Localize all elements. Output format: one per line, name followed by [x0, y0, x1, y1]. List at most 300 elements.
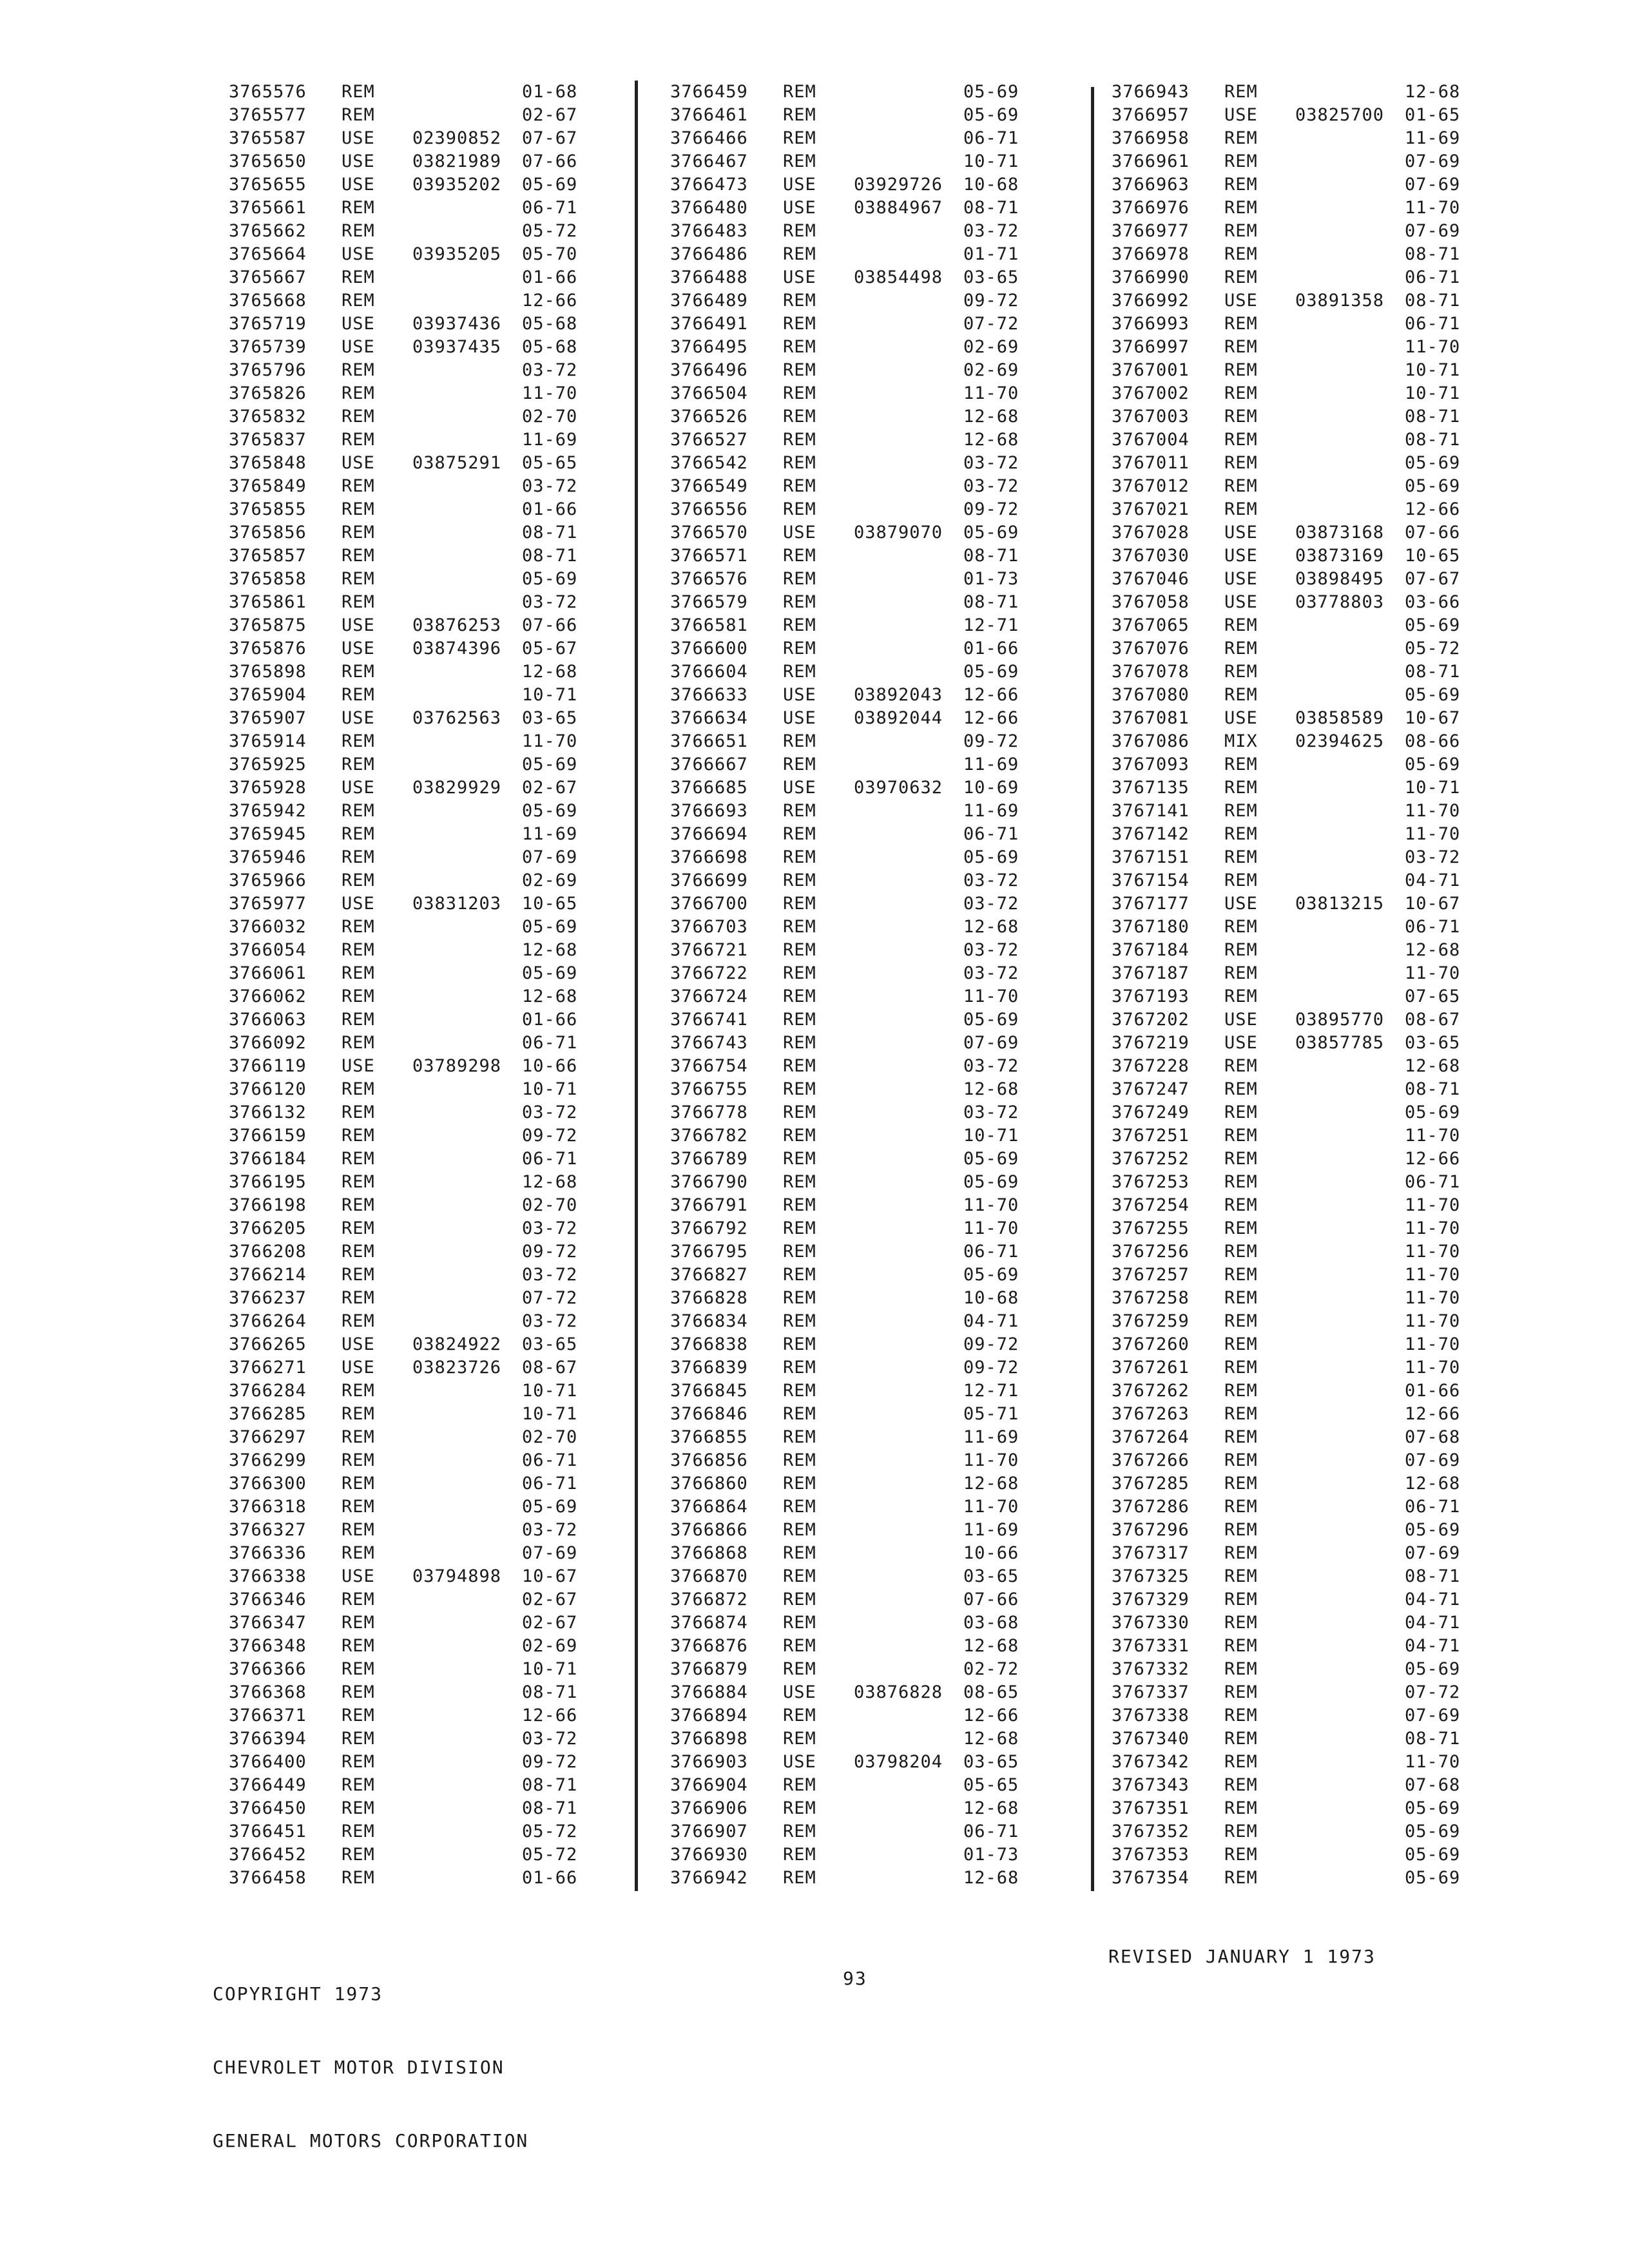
part-number: 3766741	[670, 1010, 748, 1030]
date-code: 05-65	[963, 1775, 1019, 1795]
date-code: 11-70	[1405, 801, 1461, 821]
date-code: 12-68	[963, 1868, 1019, 1888]
part-number: 3765856	[229, 523, 307, 543]
status-code: REM	[783, 1566, 816, 1586]
date-code: 06-71	[963, 1821, 1019, 1841]
status-code: REM	[1224, 1149, 1258, 1169]
part-number: 3766571	[670, 546, 748, 566]
date-code: 02-67	[522, 778, 578, 798]
date-code: 05-69	[963, 1149, 1019, 1169]
date-code: 08-71	[1405, 662, 1461, 682]
date-code: 07-67	[522, 128, 578, 148]
status-code: REM	[342, 1868, 375, 1888]
part-number: 3767180	[1112, 917, 1190, 937]
part-number: 3766633	[670, 685, 748, 705]
status-code: REM	[342, 754, 375, 774]
status-code: REM	[1224, 1218, 1258, 1238]
status-code: REM	[1224, 430, 1258, 450]
status-code: REM	[1224, 1868, 1258, 1888]
date-code: 05-69	[1405, 1102, 1461, 1122]
status-code: REM	[342, 430, 375, 450]
date-code: 09-72	[963, 731, 1019, 751]
date-code: 03-72	[963, 221, 1019, 241]
part-number: 3766527	[670, 430, 748, 450]
status-code: REM	[342, 1265, 375, 1285]
status-code: USE	[342, 337, 375, 357]
part-number: 3765796	[229, 360, 307, 380]
status-code: REM	[342, 1775, 375, 1795]
status-code: USE	[1224, 523, 1258, 543]
date-code: 05-72	[522, 1821, 578, 1841]
date-code: 03-72	[522, 1265, 578, 1285]
part-number: 3766993	[1112, 314, 1190, 334]
date-code: 07-69	[522, 847, 578, 867]
status-code: REM	[342, 1010, 375, 1030]
replacement-part: 03935205	[412, 244, 502, 264]
date-code: 02-67	[522, 1613, 578, 1633]
status-code: REM	[342, 824, 375, 844]
status-code: REM	[342, 267, 375, 287]
date-code: 06-71	[522, 1450, 578, 1470]
date-code: 03-72	[522, 1102, 578, 1122]
status-code: REM	[783, 151, 816, 171]
status-code: USE	[1224, 1033, 1258, 1053]
date-code: 05-69	[963, 1010, 1019, 1030]
status-code: REM	[783, 1821, 816, 1841]
part-number: 3766184	[229, 1149, 307, 1169]
status-code: REM	[342, 1404, 375, 1424]
date-code: 06-71	[522, 1149, 578, 1169]
status-code: USE	[783, 1752, 816, 1772]
date-code: 10-65	[1405, 546, 1461, 566]
part-number: 3766459	[670, 82, 748, 102]
date-code: 10-66	[522, 1056, 578, 1076]
status-code: REM	[342, 1126, 375, 1146]
part-number: 3766721	[670, 940, 748, 960]
part-number: 3766667	[670, 754, 748, 774]
part-number: 3766205	[229, 1218, 307, 1238]
part-number: 3765907	[229, 708, 307, 728]
date-code: 12-66	[1405, 1404, 1461, 1424]
status-code: REM	[783, 731, 816, 751]
date-code: 11-70	[1405, 1218, 1461, 1238]
date-code: 05-69	[1405, 685, 1461, 705]
status-code: REM	[342, 198, 375, 218]
part-number: 3766700	[670, 894, 748, 914]
part-number: 3766868	[670, 1543, 748, 1563]
status-code: REM	[1224, 1520, 1258, 1540]
part-number: 3766699	[670, 870, 748, 890]
part-number: 3767184	[1112, 940, 1190, 960]
replacement-part: 03895770	[1295, 1010, 1385, 1030]
part-number: 3767325	[1112, 1566, 1190, 1586]
status-code: REM	[783, 1010, 816, 1030]
copyright-block	[213, 1933, 528, 2178]
status-code: USE	[342, 128, 375, 148]
status-code: REM	[1224, 1404, 1258, 1424]
part-number: 3767002	[1112, 383, 1190, 403]
status-code: REM	[1224, 1636, 1258, 1656]
status-code: REM	[1224, 1358, 1258, 1378]
part-number: 3766903	[670, 1752, 748, 1772]
status-code: REM	[1224, 662, 1258, 682]
replacement-part: 03831203	[412, 894, 502, 914]
status-code: REM	[783, 453, 816, 473]
part-number: 3765858	[229, 569, 307, 589]
date-code: 03-72	[963, 963, 1019, 983]
date-code: 05-69	[522, 917, 578, 937]
part-number: 3766265	[229, 1334, 307, 1354]
date-code: 02-70	[522, 1195, 578, 1215]
date-code: 11-70	[1405, 1265, 1461, 1285]
status-code: USE	[783, 267, 816, 287]
date-code: 09-72	[522, 1242, 578, 1262]
date-code: 10-71	[963, 1126, 1019, 1146]
status-code: REM	[783, 963, 816, 983]
status-code: REM	[1224, 1752, 1258, 1772]
part-number: 3766879	[670, 1659, 748, 1679]
date-code: 03-72	[522, 1218, 578, 1238]
status-code: REM	[1224, 499, 1258, 519]
part-number: 3767081	[1112, 708, 1190, 728]
date-code: 01-66	[522, 267, 578, 287]
part-number: 3767254	[1112, 1195, 1190, 1215]
status-code: REM	[783, 221, 816, 241]
part-number: 3765942	[229, 801, 307, 821]
part-number: 3766576	[670, 569, 748, 589]
part-number: 3765662	[229, 221, 307, 241]
date-code: 01-66	[522, 499, 578, 519]
date-code: 07-65	[1405, 986, 1461, 1006]
status-code: REM	[1224, 267, 1258, 287]
part-number: 3766491	[670, 314, 748, 334]
part-number: 3765668	[229, 291, 307, 311]
date-code: 03-72	[522, 1520, 578, 1540]
date-code: 05-69	[522, 754, 578, 774]
date-code: 10-71	[522, 1079, 578, 1099]
date-code: 02-69	[522, 870, 578, 890]
part-number: 3766990	[1112, 267, 1190, 287]
date-code: 03-72	[522, 1311, 578, 1331]
status-code: REM	[783, 1798, 816, 1818]
status-code: USE	[342, 314, 375, 334]
status-code: REM	[783, 291, 816, 311]
date-code: 05-69	[522, 1497, 578, 1517]
part-number: 3767337	[1112, 1682, 1190, 1702]
date-code: 01-71	[963, 244, 1019, 264]
status-code: REM	[342, 1450, 375, 1470]
part-number: 3766792	[670, 1218, 748, 1238]
status-code: REM	[342, 383, 375, 403]
date-code: 11-69	[522, 430, 578, 450]
part-number: 3767003	[1112, 407, 1190, 427]
date-code: 05-69	[963, 1172, 1019, 1192]
status-code: REM	[1224, 754, 1258, 774]
date-code: 11-70	[522, 731, 578, 751]
part-number: 3766348	[229, 1636, 307, 1656]
status-code: REM	[783, 407, 816, 427]
part-number: 3766978	[1112, 244, 1190, 264]
part-number: 3766651	[670, 731, 748, 751]
status-code: REM	[342, 1613, 375, 1633]
status-code: REM	[1224, 963, 1258, 983]
replacement-part: 03824922	[412, 1334, 502, 1354]
status-code: USE	[342, 453, 375, 473]
part-number: 3766570	[670, 523, 748, 543]
date-code: 05-69	[522, 963, 578, 983]
part-number: 3767078	[1112, 662, 1190, 682]
date-code: 09-72	[522, 1126, 578, 1146]
status-code: REM	[1224, 453, 1258, 473]
status-code: USE	[342, 778, 375, 798]
date-code: 08-71	[522, 1775, 578, 1795]
status-code: REM	[783, 430, 816, 450]
part-number: 3767154	[1112, 870, 1190, 890]
status-code: REM	[1224, 244, 1258, 264]
date-code: 06-71	[522, 198, 578, 218]
date-code: 07-66	[1405, 523, 1461, 543]
status-code: REM	[783, 314, 816, 334]
replacement-part: 03825700	[1295, 105, 1385, 125]
part-number: 3767261	[1112, 1358, 1190, 1378]
date-code: 10-71	[522, 1381, 578, 1401]
status-code: REM	[783, 615, 816, 635]
part-number: 3766957	[1112, 105, 1190, 125]
date-code: 05-72	[522, 221, 578, 241]
status-code: REM	[1224, 1474, 1258, 1494]
status-code: REM	[783, 1381, 816, 1401]
part-number: 3766860	[670, 1474, 748, 1494]
date-code: 09-72	[963, 1358, 1019, 1378]
part-number: 3767177	[1112, 894, 1190, 914]
part-number: 3767352	[1112, 1821, 1190, 1841]
status-code: REM	[342, 569, 375, 589]
replacement-part: 03854498	[854, 267, 943, 287]
replacement-part: 03873169	[1295, 546, 1385, 566]
part-number: 3766789	[670, 1149, 748, 1169]
date-code: 05-69	[1405, 476, 1461, 496]
date-code: 02-70	[522, 1427, 578, 1447]
date-code: 10-71	[522, 685, 578, 705]
part-number: 3767252	[1112, 1149, 1190, 1169]
copyright-line: COPYRIGHT 1973	[213, 1983, 383, 2004]
date-code: 11-70	[1405, 1752, 1461, 1772]
part-number: 3767058	[1112, 592, 1190, 612]
date-code: 07-69	[1405, 151, 1461, 171]
part-number: 3766526	[670, 407, 748, 427]
replacement-part: 03937436	[412, 314, 502, 334]
status-code: REM	[342, 499, 375, 519]
status-code: REM	[342, 1149, 375, 1169]
date-code: 04-71	[1405, 870, 1461, 890]
part-number: 3766698	[670, 847, 748, 867]
part-number: 3766581	[670, 615, 748, 635]
part-number: 3767263	[1112, 1404, 1190, 1424]
status-code: REM	[1224, 360, 1258, 380]
part-number: 3766884	[670, 1682, 748, 1702]
date-code: 08-71	[522, 1682, 578, 1702]
date-code: 12-68	[522, 662, 578, 682]
status-code: REM	[1224, 1775, 1258, 1795]
date-code: 02-67	[522, 105, 578, 125]
status-code: REM	[1224, 847, 1258, 867]
part-number: 3767001	[1112, 360, 1190, 380]
part-number: 3766119	[229, 1056, 307, 1076]
status-code: REM	[342, 1821, 375, 1841]
date-code: 12-66	[522, 291, 578, 311]
part-number: 3766838	[670, 1334, 748, 1354]
date-code: 11-70	[1405, 824, 1461, 844]
date-code: 07-69	[1405, 175, 1461, 195]
date-code: 03-72	[963, 870, 1019, 890]
part-number: 3766489	[670, 291, 748, 311]
date-code: 11-70	[1405, 198, 1461, 218]
status-code: REM	[783, 1358, 816, 1378]
part-number: 3766318	[229, 1497, 307, 1517]
part-number: 3767093	[1112, 754, 1190, 774]
part-number: 3767065	[1112, 615, 1190, 635]
status-code: REM	[783, 754, 816, 774]
date-code: 12-66	[1405, 1149, 1461, 1169]
date-code: 12-68	[1405, 82, 1461, 102]
status-code: REM	[783, 1520, 816, 1540]
part-number: 3767021	[1112, 499, 1190, 519]
date-code: 10-68	[963, 1288, 1019, 1308]
date-code: 05-68	[522, 314, 578, 334]
part-number: 3766346	[229, 1590, 307, 1610]
part-number: 3766722	[670, 963, 748, 983]
status-code: USE	[1224, 592, 1258, 612]
part-number: 3766237	[229, 1288, 307, 1308]
part-number: 3765650	[229, 151, 307, 171]
status-code: REM	[783, 917, 816, 937]
status-code: REM	[342, 1845, 375, 1865]
date-code: 08-71	[1405, 1729, 1461, 1749]
part-number: 3767030	[1112, 546, 1190, 566]
status-code: USE	[783, 1682, 816, 1702]
part-number: 3767329	[1112, 1590, 1190, 1610]
replacement-part: 03929726	[854, 175, 943, 195]
date-code: 05-69	[1405, 1659, 1461, 1679]
part-number: 3767004	[1112, 430, 1190, 450]
status-code: REM	[342, 1706, 375, 1725]
date-code: 04-71	[1405, 1636, 1461, 1656]
part-number: 3765826	[229, 383, 307, 403]
part-number: 3767253	[1112, 1172, 1190, 1192]
date-code: 08-71	[1405, 407, 1461, 427]
part-number: 3767262	[1112, 1381, 1190, 1401]
date-code: 05-67	[522, 639, 578, 658]
part-number: 3766300	[229, 1474, 307, 1494]
part-number: 3766466	[670, 128, 748, 148]
part-number: 3766579	[670, 592, 748, 612]
date-code: 12-71	[963, 615, 1019, 635]
status-code: REM	[783, 546, 816, 566]
replacement-part: 03875291	[412, 453, 502, 473]
part-number: 3765857	[229, 546, 307, 566]
part-number: 3766120	[229, 1079, 307, 1099]
date-code: 05-69	[1405, 1821, 1461, 1841]
part-number: 3767028	[1112, 523, 1190, 543]
date-code: 11-70	[963, 1450, 1019, 1470]
part-number: 3765849	[229, 476, 307, 496]
status-code: REM	[342, 847, 375, 867]
status-code: REM	[342, 1172, 375, 1192]
date-code: 02-69	[963, 360, 1019, 380]
date-code: 12-68	[963, 1079, 1019, 1099]
part-number: 3765661	[229, 198, 307, 218]
status-code: REM	[783, 824, 816, 844]
part-number: 3766461	[670, 105, 748, 125]
part-number: 3767264	[1112, 1427, 1190, 1447]
date-code: 06-71	[963, 1242, 1019, 1262]
status-code: REM	[1224, 1311, 1258, 1331]
date-code: 11-70	[963, 986, 1019, 1006]
status-code: USE	[1224, 569, 1258, 589]
part-number: 3766467	[670, 151, 748, 171]
date-code: 12-71	[963, 1381, 1019, 1401]
part-number: 3766495	[670, 337, 748, 357]
status-code: REM	[1224, 1543, 1258, 1563]
part-number: 3766694	[670, 824, 748, 844]
status-code: REM	[342, 1033, 375, 1053]
part-number: 3766092	[229, 1033, 307, 1053]
date-code: 05-69	[1405, 754, 1461, 774]
replacement-part: 03970632	[854, 778, 943, 798]
date-code: 11-70	[963, 383, 1019, 403]
copyright-line: GENERAL MOTORS CORPORATION	[213, 2130, 529, 2151]
date-code: 10-67	[522, 1566, 578, 1586]
status-code: REM	[783, 1334, 816, 1354]
date-code: 01-65	[1405, 105, 1461, 125]
status-code: REM	[1224, 1172, 1258, 1192]
part-number: 3765832	[229, 407, 307, 427]
date-code: 10-71	[522, 1659, 578, 1679]
date-code: 02-67	[522, 1590, 578, 1610]
date-code: 05-69	[522, 569, 578, 589]
status-code: REM	[1224, 940, 1258, 960]
part-number: 3765876	[229, 639, 307, 658]
status-code: REM	[342, 1543, 375, 1563]
date-code: 05-69	[1405, 1845, 1461, 1865]
part-number: 3766297	[229, 1427, 307, 1447]
date-code: 03-65	[963, 1566, 1019, 1586]
date-code: 07-68	[1405, 1775, 1461, 1795]
date-code: 03-72	[522, 476, 578, 496]
status-code: USE	[1224, 546, 1258, 566]
status-code: REM	[342, 731, 375, 751]
status-code: REM	[783, 1497, 816, 1517]
status-code: REM	[342, 1079, 375, 1099]
part-number: 3765946	[229, 847, 307, 867]
date-code: 05-69	[963, 847, 1019, 867]
part-number: 3766963	[1112, 175, 1190, 195]
date-code: 12-66	[963, 1706, 1019, 1725]
part-number: 3765914	[229, 731, 307, 751]
status-code: USE	[342, 1566, 375, 1586]
date-code: 05-69	[1405, 453, 1461, 473]
date-code: 07-69	[1405, 1543, 1461, 1563]
status-code: REM	[1224, 1845, 1258, 1865]
status-code: REM	[1224, 917, 1258, 937]
replacement-part: 03823726	[412, 1358, 502, 1378]
date-code: 11-69	[963, 801, 1019, 821]
status-code: REM	[342, 1381, 375, 1401]
status-code: USE	[342, 1056, 375, 1076]
date-code: 11-70	[1405, 1358, 1461, 1378]
date-code: 11-70	[963, 1195, 1019, 1215]
date-code: 05-69	[522, 801, 578, 821]
